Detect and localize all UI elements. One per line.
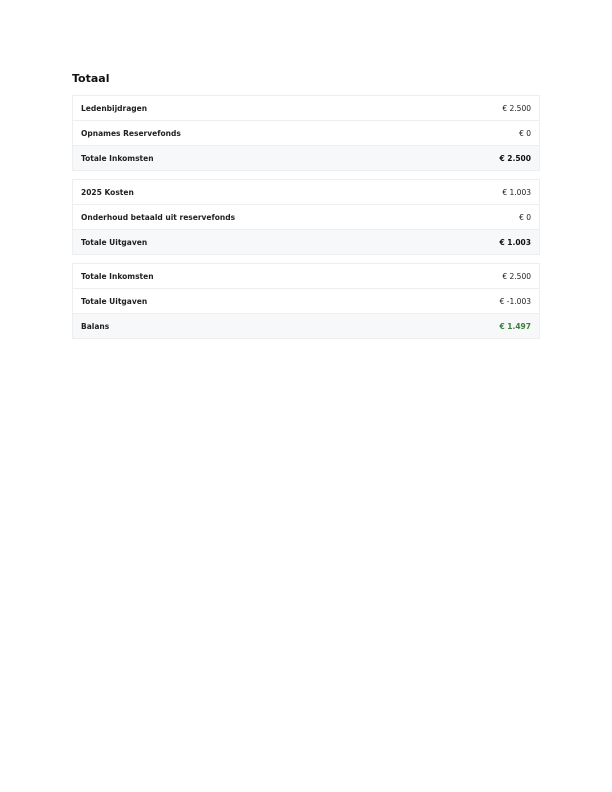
income-total-row [73, 145, 539, 170]
row-amount: € -1.003 [499, 296, 531, 306]
total-amount: € 2.500 [499, 153, 531, 163]
expenses-total-row [73, 229, 539, 254]
row-label: Totale Inkomsten [81, 271, 154, 281]
row-amount: € 0 [519, 128, 531, 138]
document-page [72, 72, 540, 347]
row-amount: € 2.500 [502, 103, 531, 113]
summary-row-total-income [73, 264, 539, 288]
total-amount: € 1.003 [499, 237, 531, 247]
income-row-ledenbijdragen [73, 96, 539, 120]
summary-section [72, 263, 540, 339]
expenses-section [72, 179, 540, 255]
row-label: Ledenbijdragen [81, 103, 148, 113]
expense-row-maintenance-reserve [73, 204, 539, 229]
balance-label: Balans [81, 321, 110, 331]
page-title: Totaal [72, 72, 110, 85]
total-label: Totale Uitgaven [81, 237, 148, 247]
total-label: Totale Inkomsten [81, 153, 154, 163]
balance-amount: € 1.497 [499, 321, 531, 331]
row-label: 2025 Kosten [81, 187, 134, 197]
balance-row [73, 313, 539, 338]
row-amount: € 1.003 [502, 187, 531, 197]
expense-row-costs-2025 [73, 180, 539, 204]
summary-row-total-expenses [73, 288, 539, 313]
income-row-reserve-withdrawals [73, 120, 539, 145]
income-section [72, 95, 540, 171]
row-amount: € 0 [519, 212, 531, 222]
row-label: Opnames Reservefonds [81, 128, 181, 138]
row-label: Totale Uitgaven [81, 296, 148, 306]
row-label: Onderhoud betaald uit reservefonds [81, 212, 236, 222]
row-amount: € 2.500 [502, 271, 531, 281]
